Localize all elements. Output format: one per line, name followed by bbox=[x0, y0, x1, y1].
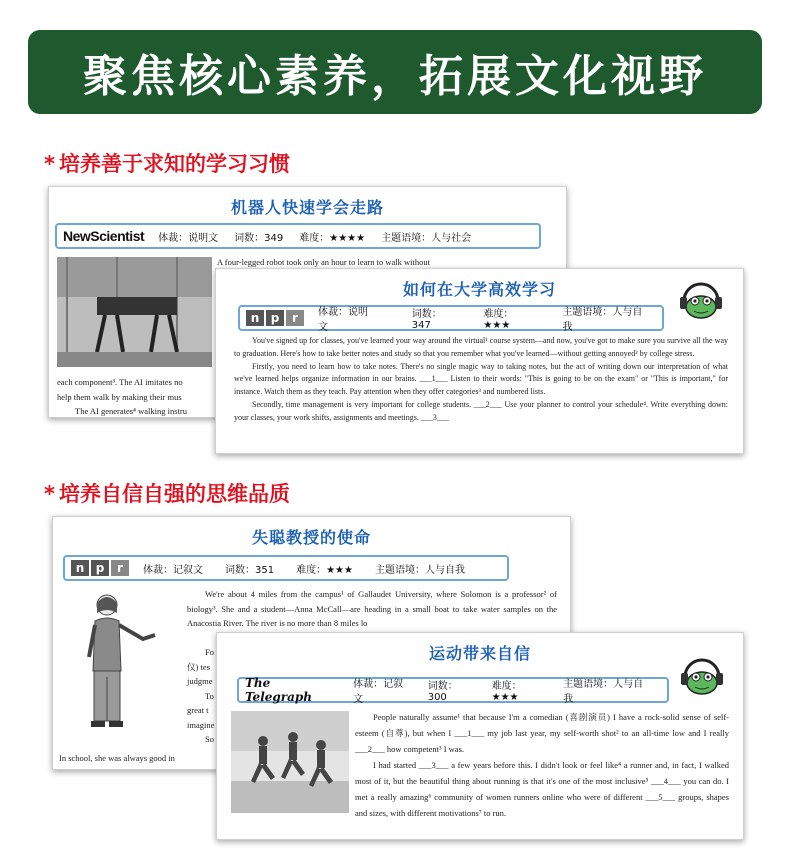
genre-label: 体裁：记叙文 bbox=[353, 679, 404, 705]
word-count: 词数：347 bbox=[411, 309, 442, 331]
telegraph-logo: The Telegraph bbox=[245, 676, 312, 704]
genre-label: 体裁：记叙文 bbox=[143, 564, 203, 576]
theme-label: 主题语境：人与自我 bbox=[375, 564, 465, 576]
difficulty-rating: 难度：★★★ bbox=[491, 681, 522, 703]
runners-illustration bbox=[231, 711, 349, 813]
card-title: 运动带来自信 bbox=[428, 644, 531, 663]
card-college-study-article bbox=[215, 268, 744, 454]
difficulty-rating: 难度：★★★★ bbox=[299, 232, 366, 244]
word-count: 词数：300 bbox=[427, 681, 458, 703]
article-paragraph: We're about 4 miles from the campus¹ of Gallaudet University, where Solomon is a professor² of biology³. She and a student—Anna McCall—are heading in a small boat to take water samples on the Anacostia River. The river is no more than 8 miles lo bbox=[187, 589, 557, 628]
info-bar bbox=[63, 555, 509, 581]
genre-label: 体裁：说明文 bbox=[318, 307, 368, 333]
theme-label: 主题语境：人与自我 bbox=[563, 679, 644, 705]
article-body: You've signed up for classes, you've learned your way around the virtual¹ course system—and now, you've got to make sure you survive all the way to graduation. Here's how to take better notes and study so that you remember what you've learned—without getting annoyed² by college stress. Firstly, you need to learn how to take notes. There's no single magic way to taking notes, but the act of writing down our interpretation of what we've learned helps organize information in our brains. ___1___ Listen to their words: "This is going to be on the exam" or "This is important," for instance. Watch them as they teach. Pay attention when they offer categories³ and numbered lists. Secondly, time management is very important for college students. ___2___ Use your planner to control your schedule⁴. Write everything down: your classes, your work shifts, assignments and meetings. ___3___ bbox=[234, 336, 728, 422]
section-title-1: * 培养善于求知的学习习惯 bbox=[44, 152, 290, 176]
article-fragments: Fo 仪) tes judgme To great t imagine So bbox=[187, 647, 215, 744]
robot-photo bbox=[57, 257, 212, 367]
genre-label: 体裁：说明文 bbox=[158, 232, 219, 244]
difficulty-rating: 难度：★★★ bbox=[296, 564, 353, 576]
npr-logo: n p r bbox=[246, 310, 304, 326]
section-title-2: * 培养自信自强的思维品质 bbox=[44, 482, 290, 506]
card-title: 机器人快速学会走路 bbox=[230, 198, 384, 217]
article-line-1: A four-legged robot took only an hour to learn to walk without bbox=[217, 257, 430, 267]
info-bar bbox=[55, 223, 541, 249]
word-count: 词数：351 bbox=[225, 564, 275, 576]
article-body: People naturally assume¹ that because I'm a comedian (喜剧演员) I have a rock-solid sense of self-esteem (自尊), but when I ___1___ my job last year, my self-worth shot² to an all-time low and I really ___2___ how competent³ I was. I had started ___3___ a few years before this. I didn't look or feel like⁴ a runner and, in fact, I walked most of it, but the beautiful thing about running is that it's one of the most inclusive⁵ ___4___ you can do. I met a really amazing⁶ community of women runners online who were of different ___5___ groups, shapes and sizes, with different motivations⁷ to run. bbox=[355, 712, 729, 818]
card-title: 如何在大学高效学习 bbox=[402, 280, 556, 299]
headphone-frog-icon bbox=[677, 649, 727, 699]
article-text: each component³. The AI imitates no help them walk by making their mus The AI generates⁴ walking instru bbox=[57, 377, 188, 416]
card-running-article bbox=[216, 632, 744, 840]
difficulty-rating: 难度：★★★ bbox=[483, 309, 514, 331]
npr-logo: n p r bbox=[71, 560, 129, 576]
professor-illustration bbox=[81, 591, 161, 741]
article-last-line: In school, she was always good in bbox=[59, 753, 175, 763]
word-count: 词数：349 bbox=[234, 232, 284, 244]
info-bar bbox=[237, 677, 669, 703]
info-bar bbox=[238, 305, 664, 331]
theme-label: 主题语境：人与社会 bbox=[381, 232, 472, 244]
newscientist-logo: NewScientist bbox=[63, 228, 145, 244]
headphone-frog-icon bbox=[676, 273, 726, 323]
main-banner: 聚焦核心素养，拓展文化视野 bbox=[28, 30, 762, 114]
card-title: 失聪教授的使命 bbox=[251, 528, 371, 547]
theme-label: 主题语境：人与自我 bbox=[562, 307, 643, 333]
